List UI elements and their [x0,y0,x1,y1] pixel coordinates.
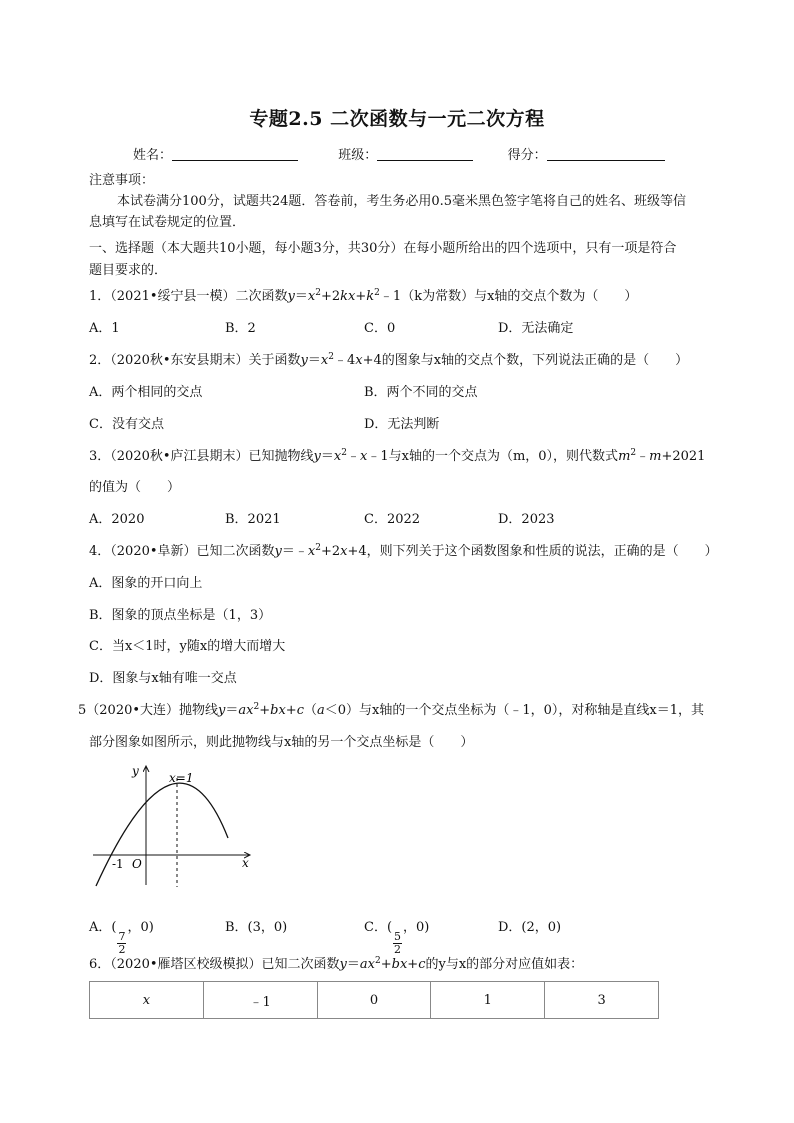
q1-option-a[interactable]: A．1 [89,321,120,336]
q1-option-b[interactable]: B．2 [225,321,256,336]
notice-body-1: 本试卷满分100分，试题共24题．答卷前，考生务必用0.5毫米黑色签字笔将自己的姓名、班级等信 [117,194,687,209]
question-1-stem: 1．（2021•绥宁县一模）二次函数$y=x^2+2kx+k^2﹣1(k$为常数）与x轴的交点个数为（ ） [89,288,638,304]
q5-option-b[interactable]: B．(3，0) [225,920,288,935]
parabola-graph [90,760,260,890]
name-label: 姓名： [133,148,173,163]
notice-heading: 注意事项： [89,173,155,188]
notice-body-2: 息填写在试卷规定的位置． [89,215,246,230]
q2-option-c[interactable]: C．没有交点 [89,417,164,432]
page-title: 专题2.5 二次函数与一元二次方程 [249,108,545,130]
question-5-stem: 5（2020•大连）抛物线$y=ax^2+bx+c(a<0)$与x轴的一个交点坐标为（﹣1，0），对称轴是直线x＝1，其 [78,702,705,718]
q4-option-c[interactable]: C．当x＜1时，y随x的增大而增大 [89,639,286,654]
origin-label: O [132,857,142,871]
neg-one-label: -1 [112,857,124,871]
question-6-stem: 6．（2020•雁塔区校级模拟）已知二次函数$y=ax^2+bx+c$的y与x的部分对应值如表： [89,956,584,972]
y-axis-label: y [132,764,139,778]
q4-option-d[interactable]: D．图象与x轴有唯一交点 [89,671,237,686]
q2-option-b[interactable]: B．两个不同的交点 [364,385,478,400]
table-cell: 1 [431,982,545,1019]
q5-option-d[interactable]: D．(2，0) [498,920,562,935]
table-cell: 0 [317,982,431,1019]
q5-option-c[interactable]: C．( $\frac{5}{2}$ ，0) [364,920,430,956]
symmetry-label: x=1 [169,771,194,785]
section-heading-2: 题目要求的． [89,263,168,278]
q3-option-b[interactable]: B．2021 [225,512,281,527]
class-field[interactable] [377,148,473,161]
question-4-stem: 4．（2020•阜新）已知二次函数$y=﹣x^2+2x+4$，则下列关于这个函数图象和性质的说法，正确的是（ ） [89,543,718,559]
name-field[interactable] [172,148,298,161]
question-2-stem: 2．（2020秋•东安县期末）关于函数$y=x^2﹣4x+4$的图象与x轴的交点个数，下列说法正确的是（ ） [89,352,689,368]
table-row [90,982,659,1019]
class-label: 班级： [338,148,378,163]
q2-option-a[interactable]: A．两个相同的交点 [89,385,203,400]
q4-option-b[interactable]: B．图象的顶点坐标是（1，3） [89,608,272,623]
score-label: 得分： [507,148,547,163]
q3-option-a[interactable]: A．2020 [89,512,145,527]
q3-option-d[interactable]: D．2023 [498,512,555,527]
x-axis-label: x [242,856,249,870]
info-row [133,148,665,164]
q2-option-d[interactable]: D．无法判断 [364,417,440,432]
fraction-5-2: $\frac{5}{2}$ [394,930,402,956]
table-cell: x [90,982,204,1019]
q1-option-d[interactable]: D．无法确定 [498,321,574,336]
question-3-stem-2: 的值为（ ） [89,480,181,495]
question-3-stem: 3．（2020秋•庐江县期末）已知抛物线$y=x^2﹣x﹣1$与x轴的一个交点为（m，0），则代数式$m^2﹣m+2021$ [89,448,706,464]
q3-option-c[interactable]: C．2022 [364,512,421,527]
values-table [89,981,659,1019]
section-heading-1: 一、选择题（本大题共10小题，每小题3分，共30分）在每小题所给出的四个选项中，只有一项是符合 [89,241,677,256]
table-cell: ﹣1 [203,982,317,1019]
question-5-stem-2: 部分图象如图所示，则此抛物线与x轴的另一个交点坐标是（ ） [89,735,474,750]
fraction-7-2: $\frac{7}{2}$ [118,930,126,956]
q4-option-a[interactable]: A．图象的开口向上 [89,576,203,591]
q5-option-a[interactable]: A．( $\frac{7}{2}$ ，0) [89,920,154,956]
table-cell: 3 [545,982,659,1019]
score-field[interactable] [547,148,665,161]
q1-option-c[interactable]: C．0 [364,321,396,336]
